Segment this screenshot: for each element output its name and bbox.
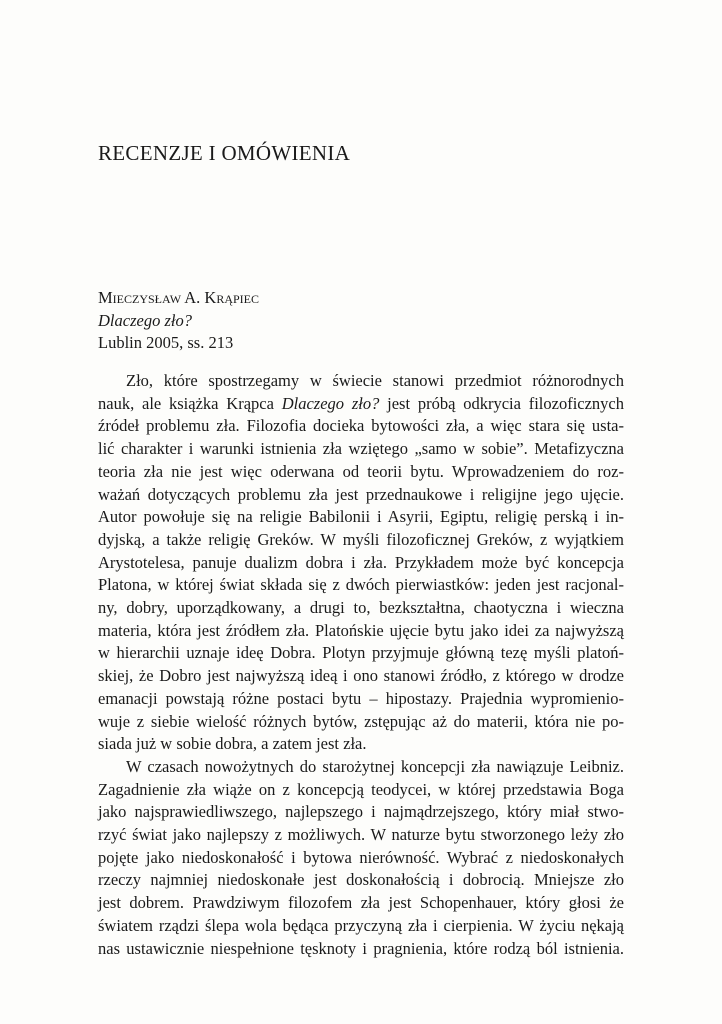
text-line: jest dobrem. Prawdziwym filozofem zła jest Schopenhauer, który głosi że bbox=[98, 893, 624, 913]
text-line: rzyć świat jako najlepszy z możliwych. W naturze bytu stworzonego leży zło bbox=[98, 825, 624, 845]
text-line: światem rządzi ślepa wola będąca przyczyną zła i cierpienia. W życiu nękają bbox=[98, 915, 624, 935]
text-line: rzeczy najmniej niedoskonałe jest doskonałością i dobrocią. Mniejsze zło bbox=[98, 870, 624, 890]
text-line: teoria zła nie jest więc oderwana od teorii bytu. Wprowadzeniem do roz- bbox=[98, 461, 624, 481]
author-last-name: Krąpiec bbox=[204, 288, 260, 307]
text-line: Arystotelesa, panuje dualizm dobra i zła. Przykładem może być koncepcja bbox=[98, 552, 624, 572]
text-line: jako najsprawiedliwszego, najlepszego i najmądrzejszego, który miał stwo- bbox=[98, 802, 624, 822]
text-line: lić charakter i warunki istnienia zła wziętego „samo w sobie”. Metafizyczna bbox=[98, 439, 624, 459]
text-line: Autor powołuje się na religie Babilonii i Asyrii, Egiptu, religię perską i in- bbox=[98, 507, 624, 527]
publication-info: Lublin 2005, ss. 213 bbox=[98, 333, 234, 352]
text-line: emanacji powstają różne postaci bytu – hipostazy. Prajednia wypromienio- bbox=[98, 688, 624, 708]
text-line: Zło, które spostrzegamy w świecie stanowi przedmiot różnorodnych bbox=[126, 371, 624, 390]
review-body bbox=[98, 370, 624, 960]
bibliographic-entry bbox=[98, 287, 259, 355]
inline-book-title: Dlaczego zło? bbox=[281, 393, 380, 413]
text-line: skiej, że Dobro jest najwyższą ideą i ono stanowi źródło, z którego w drodze bbox=[98, 666, 624, 686]
text-line: nauk, ale książka Krąpca Dlaczego zło? jest próbą odkrycia filozoficznych bbox=[98, 393, 625, 413]
book-title: Dlaczego zło? bbox=[98, 310, 192, 330]
text-line: pojęte jako niedoskonałość i bytowa nierówność. Wybrać z niedoskonałych bbox=[98, 847, 624, 867]
text-line: Zagadnienie zła wiąże on z koncepcją teodycei, w której przedstawia Boga bbox=[98, 779, 624, 799]
book-author bbox=[98, 287, 259, 310]
author-first-name: Mieczysław A. bbox=[98, 288, 201, 307]
text-line: Platona, w której świat składa się z dwóch pierwiastków: jeden jest racjonal- bbox=[98, 575, 624, 595]
text-line: źródeł problemu zła. Filozofia docieka bytowości zła, a więc stara się usta- bbox=[98, 416, 624, 436]
text-line: wuje z siebie wielość różnych bytów, zstępując aż do materii, która nie po- bbox=[98, 711, 624, 731]
text-line: ny, dobry, uporządkowany, a drugi to, bezkształtna, chaotyczna i wieczna bbox=[98, 598, 624, 618]
text-line: dyjską, a także religię Greków. W myśli filozoficznej Greków, z wyjątkiem bbox=[98, 529, 624, 549]
text-line: nas ustawicznie niespełnione tęsknoty i pragnienia, które rodzą ból istnienia. bbox=[98, 938, 624, 958]
text-line: ważań dotyczących problemu zła jest przednaukowe i religijne jego ujęcie. bbox=[98, 484, 624, 504]
text-line: siada już w sobie dobra, a zatem jest zła. bbox=[98, 734, 367, 754]
text-line: w hierarchii uznaje ideę Dobra. Plotyn przyjmuje główną tezę myśli platoń- bbox=[98, 643, 624, 663]
text-line: materia, która jest źródłem zła. Platońskie ujęcie bytu jako idei za najwyższą bbox=[98, 620, 624, 640]
text-line: W czasach nowożytnych do starożytnej koncepcji zła nawiązuje Leibniz. bbox=[126, 756, 624, 776]
section-title: RECENZJE I OMÓWIENIA bbox=[98, 141, 351, 165]
